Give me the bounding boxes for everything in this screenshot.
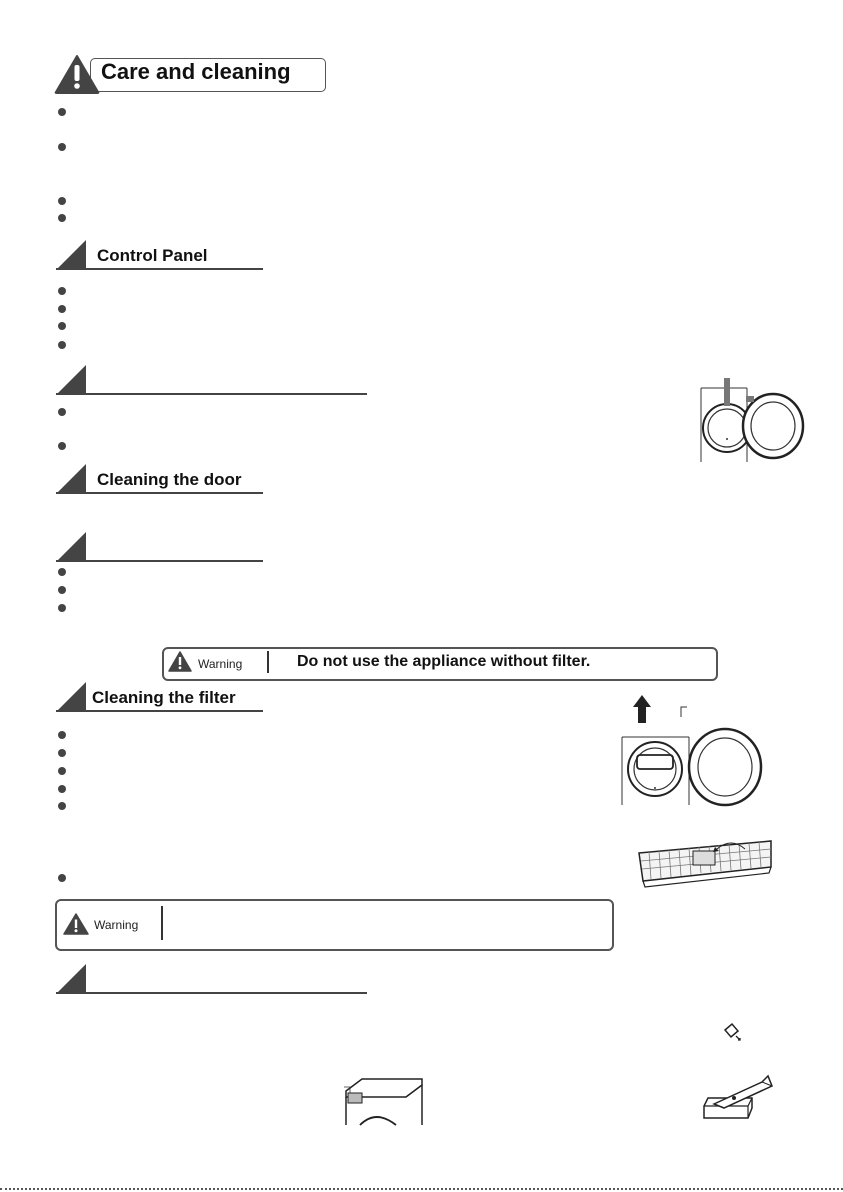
dryer-drum-illustration: [685, 378, 805, 462]
warning-box-second: [55, 899, 614, 951]
section-underline: [56, 492, 263, 494]
warning-triangle-icon: [54, 54, 100, 94]
section-underline: [56, 992, 367, 994]
bullet: [58, 586, 66, 594]
bullet: [58, 305, 66, 313]
bullet: [58, 802, 66, 810]
section-underline: [56, 560, 263, 562]
section-marker-icon: [56, 240, 86, 270]
bullet: [58, 731, 66, 739]
bullet: [58, 604, 66, 612]
warning-divider: [161, 906, 163, 940]
section-marker-icon: [56, 532, 86, 562]
bullet: [58, 143, 66, 151]
section-marker-icon: [56, 365, 86, 395]
section-marker-icon: [56, 464, 86, 494]
section-underline: [56, 268, 263, 270]
bullet: [58, 442, 66, 450]
warning-label: Warning: [94, 918, 139, 932]
warning-triangle-icon: [168, 651, 192, 672]
section-title-cleaning-filter: Cleaning the filter: [92, 688, 236, 707]
bullet: [58, 568, 66, 576]
filter-removal-illustration: [615, 695, 775, 807]
bullet: [58, 767, 66, 775]
bullet: [58, 287, 66, 295]
bullet: [58, 408, 66, 416]
warning-text-no-filter: Do not use the appliance without filter.: [297, 653, 591, 670]
bullet: [58, 341, 66, 349]
page-title: Care and cleaning: [101, 59, 291, 84]
section-underline: [56, 393, 367, 395]
section-marker-icon: [56, 964, 86, 994]
warning-label: Warning: [198, 657, 243, 671]
bullet: [58, 197, 66, 205]
section-marker-icon: [56, 682, 86, 712]
bullet: [58, 108, 66, 116]
bullet: [58, 874, 66, 882]
section-underline: [56, 710, 263, 712]
page-bottom-edge: [0, 1188, 843, 1192]
bullet: [58, 749, 66, 757]
bullet: [58, 322, 66, 330]
filter-mesh-illustration: [635, 835, 775, 890]
bullet: [58, 214, 66, 222]
water-container-illustration: [700, 1074, 775, 1124]
warning-divider: [267, 651, 269, 673]
water-tank-icon: [722, 1022, 744, 1042]
bullet: [58, 785, 66, 793]
section-title-cleaning-door: Cleaning the door: [97, 470, 242, 489]
warning-triangle-icon: [63, 913, 89, 935]
section-title-control-panel: Control Panel: [97, 246, 208, 265]
dryer-tank-illustration: [336, 1075, 432, 1125]
